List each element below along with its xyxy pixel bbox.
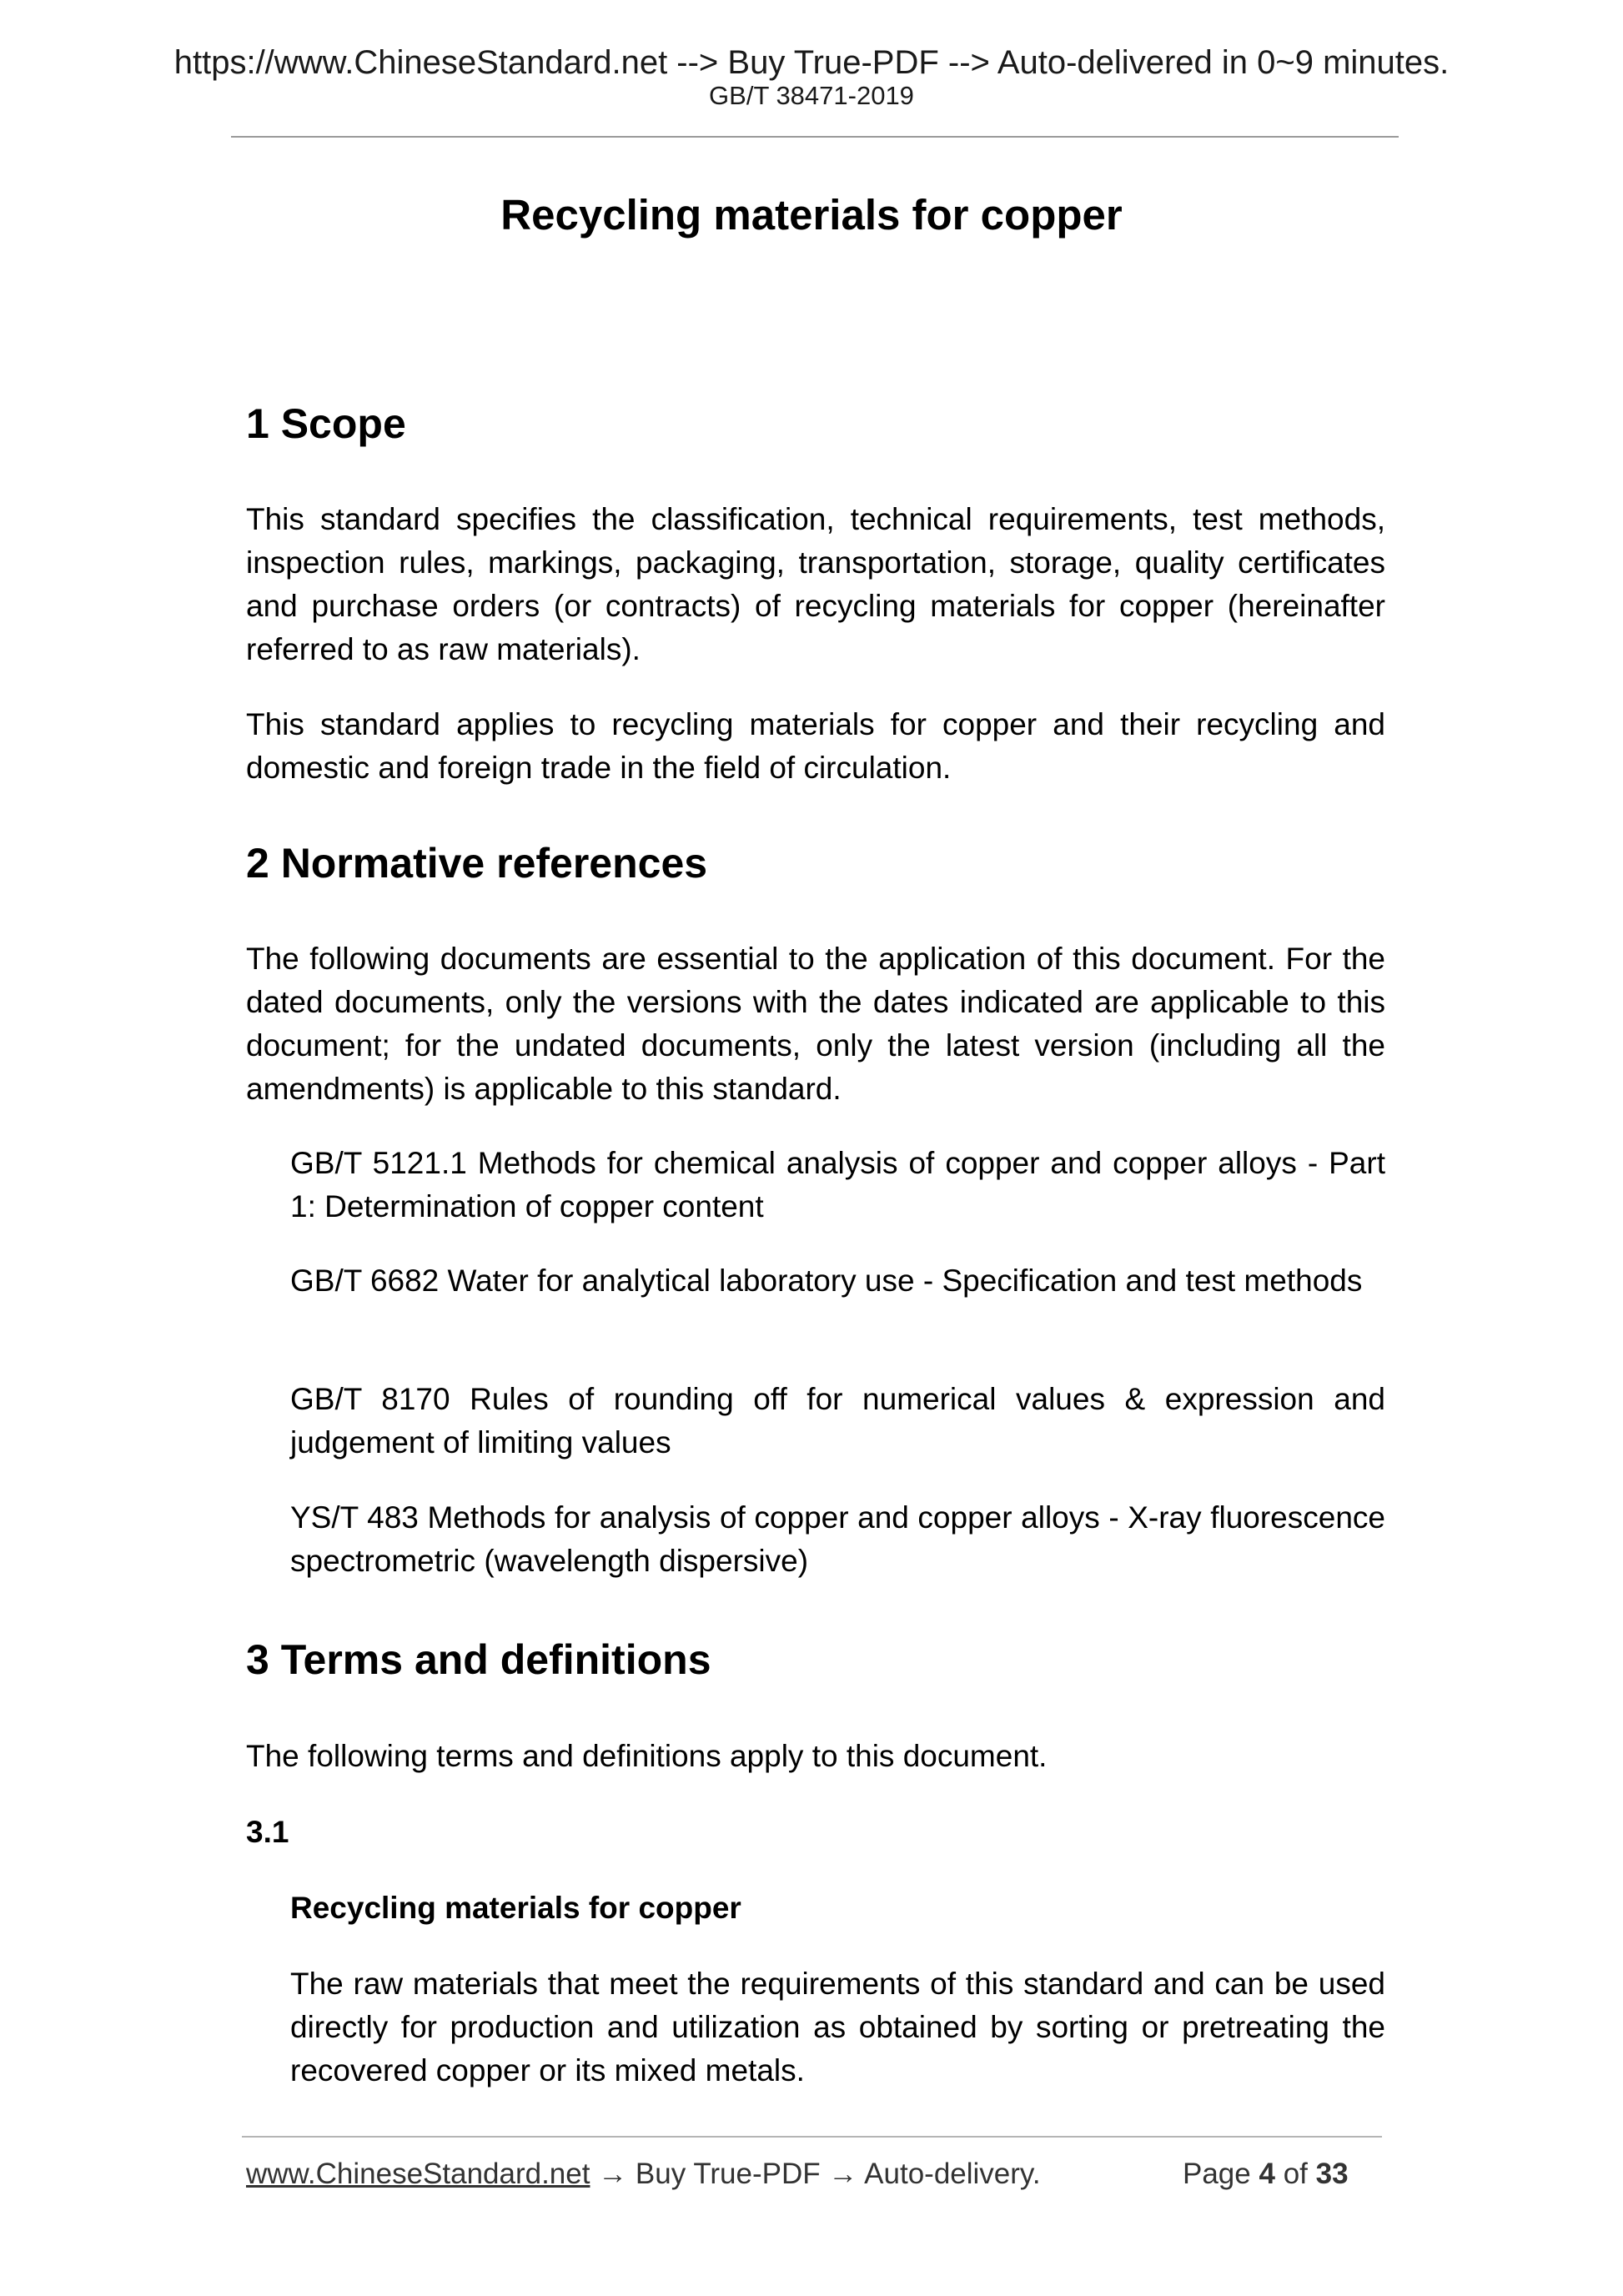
of-word: of xyxy=(1283,2158,1308,2190)
terms-intro-paragraph: The following terms and definitions apply to this document. xyxy=(246,1739,1048,1773)
term-entry-title: Recycling materials for copper xyxy=(290,1891,741,1925)
footer-links xyxy=(246,2156,1041,2193)
header-banner[interactable]: https://www.ChineseStandard.net --> Buy True-PDF --> Auto-delivered in 0~9 minutes. xyxy=(173,44,1450,81)
footer-tagline: → Buy True-PDF → Auto-delivery. xyxy=(590,2158,1041,2190)
term-entry-definition: The raw materials that meet the requirements of this standard and can be used directly for production and utilization as obtained by sorting or pretreating the recovered copper or its mixed metals. xyxy=(290,1967,1385,2088)
reference-item: GB/T 5121.1 Methods for chemical analysis of copper and copper alloys - Part 1: Determination of copper content xyxy=(290,1146,1385,1223)
section-heading-terms-definitions: 3 Terms and definitions xyxy=(246,1636,711,1683)
standard-code: GB/T 38471-2019 xyxy=(709,81,914,110)
current-page-number: 4 xyxy=(1259,2158,1275,2190)
page-word: Page xyxy=(1183,2158,1251,2190)
footer-site-link[interactable]: www.ChineseStandard.net xyxy=(246,2158,590,2190)
total-page-count: 33 xyxy=(1315,2158,1349,2190)
section-heading-normative-references: 2 Normative references xyxy=(246,840,708,887)
scope-paragraph-2: This standard applies to recycling materials for copper and their recycling and domestic and foreign trade in the field of circulation. xyxy=(246,707,1385,785)
reference-item: YS/T 483 Methods for analysis of copper and copper alloys - X-ray fluorescence spectrometric (wavelength dispersive) xyxy=(290,1500,1385,1578)
normative-intro-paragraph: The following documents are essential to the application of this document. For the dated documents, only the versions with the dates indicated are applicable to this document; for the undated documents, only the latest version (including all the amendments) is applicable to this standard. xyxy=(246,942,1385,1106)
scope-paragraph-1: This standard specifies the classification, technical requirements, test methods, inspection rules, markings, packaging, transportation, storage, quality certificates and purchase orders (or contracts) of recycling materials for copper (hereinafter referred to as raw materials). xyxy=(246,502,1385,666)
term-entry-number: 3.1 xyxy=(246,1815,289,1849)
page-indicator xyxy=(1183,2156,1349,2193)
footer-divider xyxy=(242,2136,1382,2138)
section-heading-scope: 1 Scope xyxy=(246,400,406,447)
reference-item: GB/T 6682 Water for analytical laboratory use - Specification and test methods xyxy=(290,1264,1363,1298)
reference-item: GB/T 8170 Rules of rounding off for numerical values & expression and judgement of limiting values xyxy=(290,1382,1385,1459)
document-title: Recycling materials for copper xyxy=(500,191,1123,239)
header-divider xyxy=(231,136,1399,138)
